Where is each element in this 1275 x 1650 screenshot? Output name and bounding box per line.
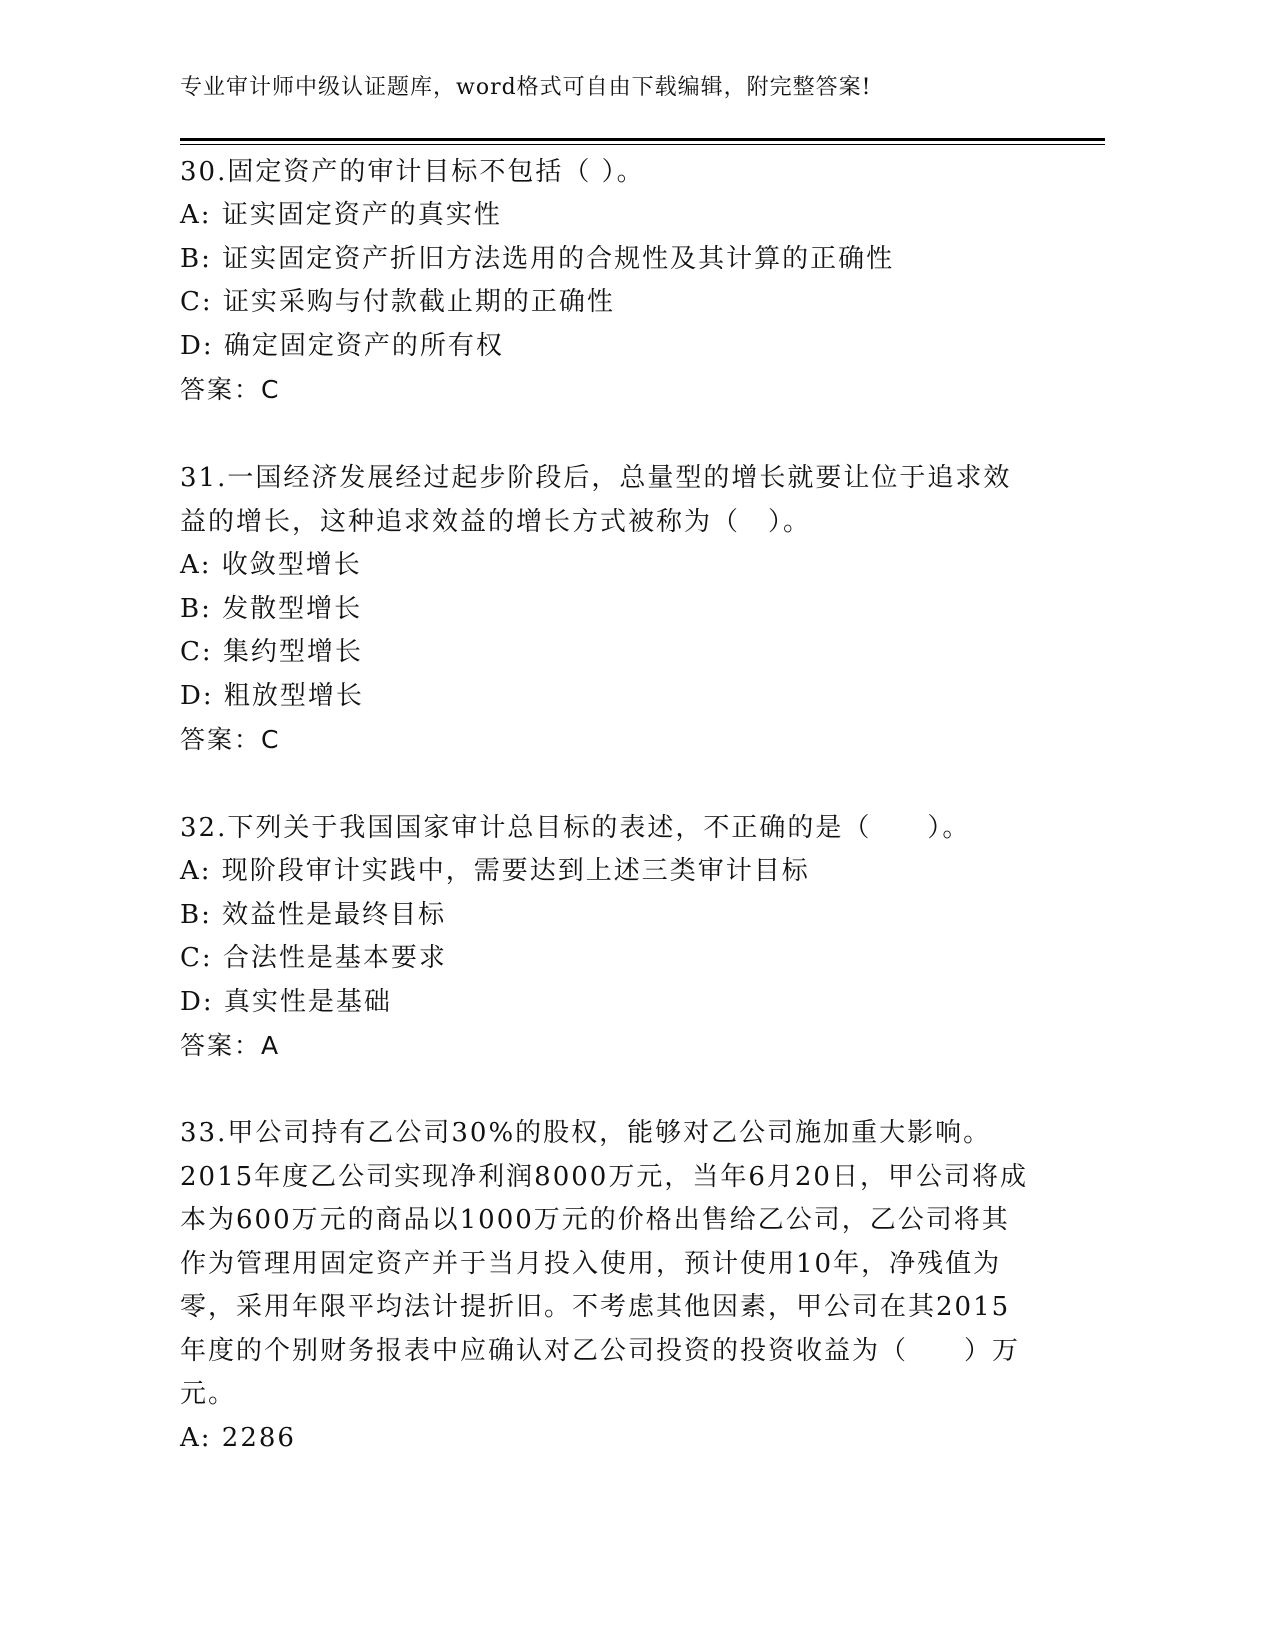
option-c: C: 合法性是基本要求 [180, 943, 447, 973]
question-number: 31. [180, 463, 228, 493]
option-d: D: 确定固定资产的所有权 [180, 330, 504, 361]
question-text: 下列关于我国国家审计总目标的表述，不正确的是（ ）。 [227, 813, 971, 843]
question-stem [180, 806, 1030, 850]
answer: 答案：A [180, 1031, 281, 1060]
question-stem [180, 150, 1030, 194]
question-32 [180, 806, 1030, 1068]
question-33 [180, 1112, 1030, 1460]
question-text: 一国经济发展经过起步阶段后，总量型的增长就要让位于追求效益的增长，这种追求效益的增长方式被称为（ ）。 [180, 463, 1012, 537]
option-d: D: 真实性是基础 [180, 986, 392, 1017]
question-stem [180, 1112, 1030, 1417]
question-text: 固定资产的审计目标不包括（ ）。 [227, 157, 645, 187]
page-header: 专业审计师中级认证题库，word格式可自由下载编辑，附完整答案! [180, 75, 872, 100]
question-list [180, 150, 1030, 1504]
question-text: 甲公司持有乙公司30%的股权，能够对乙公司施加重大影响。2015年度乙公司实现净利润8000万元，当年6月20日，甲公司将成本为600万元的商品以1000万元的价格出售给乙公司，乙公司将其作为管理用固定资产并于当月投入使用，预计使用10年，净残值为零，采用年限平均法计提折旧。不考虑其他因素，甲公司在其2015年度的个别财务报表中应确认对乙公司投资的投资收益为（ ）万元。 [180, 1118, 1028, 1409]
question-stem [180, 456, 1030, 544]
option-a: A: 2286 [180, 1422, 296, 1453]
question-31 [180, 456, 1030, 762]
option-c: C: 集约型增长 [180, 637, 363, 667]
answer: 答案：C [180, 725, 281, 754]
header-divider-thin [180, 144, 1105, 145]
option-a: A: 收敛型增长 [180, 550, 362, 580]
option-b: B: 发散型增长 [180, 593, 363, 624]
question-number: 30. [180, 157, 228, 187]
option-b: B: 效益性是最终目标 [180, 899, 447, 930]
question-number: 32. [180, 813, 228, 843]
header-divider-thick [180, 138, 1105, 141]
answer: 答案：C [180, 375, 281, 404]
option-b: B: 证实固定资产折旧方法选用的合规性及其计算的正确性 [180, 243, 895, 274]
option-c: C: 证实采购与付款截止期的正确性 [180, 287, 615, 317]
option-d: D: 粗放型增长 [180, 680, 364, 711]
option-a: A: 现阶段审计实践中，需要达到上述三类审计目标 [180, 856, 810, 886]
question-30 [180, 150, 1030, 412]
option-a: A: 证实固定资产的真实性 [180, 200, 502, 230]
question-number: 33. [180, 1118, 228, 1148]
